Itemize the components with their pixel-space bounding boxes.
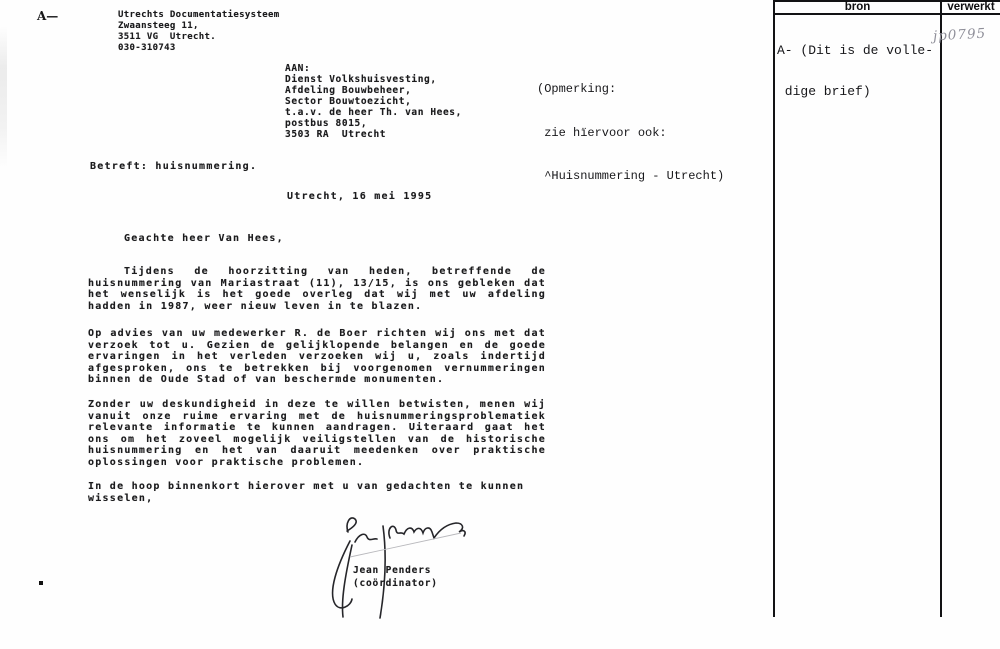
salutation: Geachte heer Van Hees, <box>124 233 284 244</box>
stray-mark <box>39 581 43 585</box>
bron-entry-line: A- (Dit is de volle- <box>777 43 934 58</box>
sender-line: 030-310743 <box>118 43 176 53</box>
signature-typed-title: (coördinator) <box>353 578 438 589</box>
recipient-line: Dienst Volkshuisvesting, <box>285 74 437 85</box>
sender-line: Utrechts Documentatiesysteem <box>118 10 280 20</box>
recipient-line: t.a.v. de heer Th. van Hees, <box>285 107 462 118</box>
signature-stroke <box>347 518 356 532</box>
table-column-rule <box>940 0 942 617</box>
signature-typed-name: Jean Penders <box>353 565 432 576</box>
body-paragraph: Op advies van uw medewerker R. de Boer richten wij ons met dat verzoek tot u. Gezien de gelijklopende belangen en de goede ervaringen in het verleden verzoeken wij u, zoals indertijd afgesproken, ons te betrekken bij voorgenomen vernummeringen binnen de Oude Stad of van beschermde monumenten. <box>88 328 546 385</box>
recipient-line: postbus 8015, <box>285 118 368 129</box>
signature-stroke <box>355 534 377 542</box>
recipient-line: Afdeling Bouwbeheer, <box>285 85 412 96</box>
body-paragraph: Tijdens de hoorzitting van heden, betreffende de huisnummering van Mariastraat (11), 13/15, is ons gebleken dat het wenselijk is het goede overleg dat wij met uw afdeling hadden in 1987, weer nieuw leven in te blazen. <box>88 266 546 312</box>
corner-marker: A— <box>37 9 59 23</box>
remark-note <box>537 53 724 213</box>
subject-line: Betreft: huisnummering. <box>90 161 258 172</box>
recipient-line: Sector Bouwtoezicht, <box>285 96 412 107</box>
signature-stroke <box>389 523 465 538</box>
body-paragraph: Zonder uw deskundigheid in deze te willen betwisten, menen wij vanuit onze ruime ervaring met de huisnummeringsproblematiek relevante informatie te kunnen aandragen. Uiteraard gaat het ons om het zoveel mogelijk veiligstellen van de historische huisnummering en het van daaruit meedenken over praktische oplossingen voor praktische problemen. <box>88 399 546 468</box>
column-header-bron: bron <box>844 1 871 13</box>
recipient-line: 3503 RA Utrecht <box>285 129 387 140</box>
scan-artifact-smudge <box>0 25 7 170</box>
verwerkt-handwritten-code: jp0795 <box>932 25 987 45</box>
remark-line: zie hïervoor ook: <box>537 125 667 140</box>
table-header-rule <box>773 13 1000 15</box>
sender-line: Zwaansteeg 11, <box>118 21 199 31</box>
remark-line: (Opmerking: <box>537 82 617 96</box>
column-header-verwerkt: verwerkt <box>947 1 995 13</box>
sender-block <box>118 10 280 54</box>
closing-paragraph: In de hoop binnenkort hierover met u van gedachten te kunnen wisselen, <box>88 481 525 504</box>
sender-line: 3511 VG Utrecht. <box>118 32 217 42</box>
bron-entry-line: dige brief) <box>777 83 871 99</box>
table-left-rule <box>773 0 775 617</box>
recipient-label: AAN: <box>285 63 311 74</box>
dateline: Utrecht, 16 mei 1995 <box>287 191 433 202</box>
remark-line: ^Huisnummering - Utrecht) <box>537 169 725 183</box>
bron-entry <box>777 17 933 125</box>
recipient-block <box>285 63 462 140</box>
